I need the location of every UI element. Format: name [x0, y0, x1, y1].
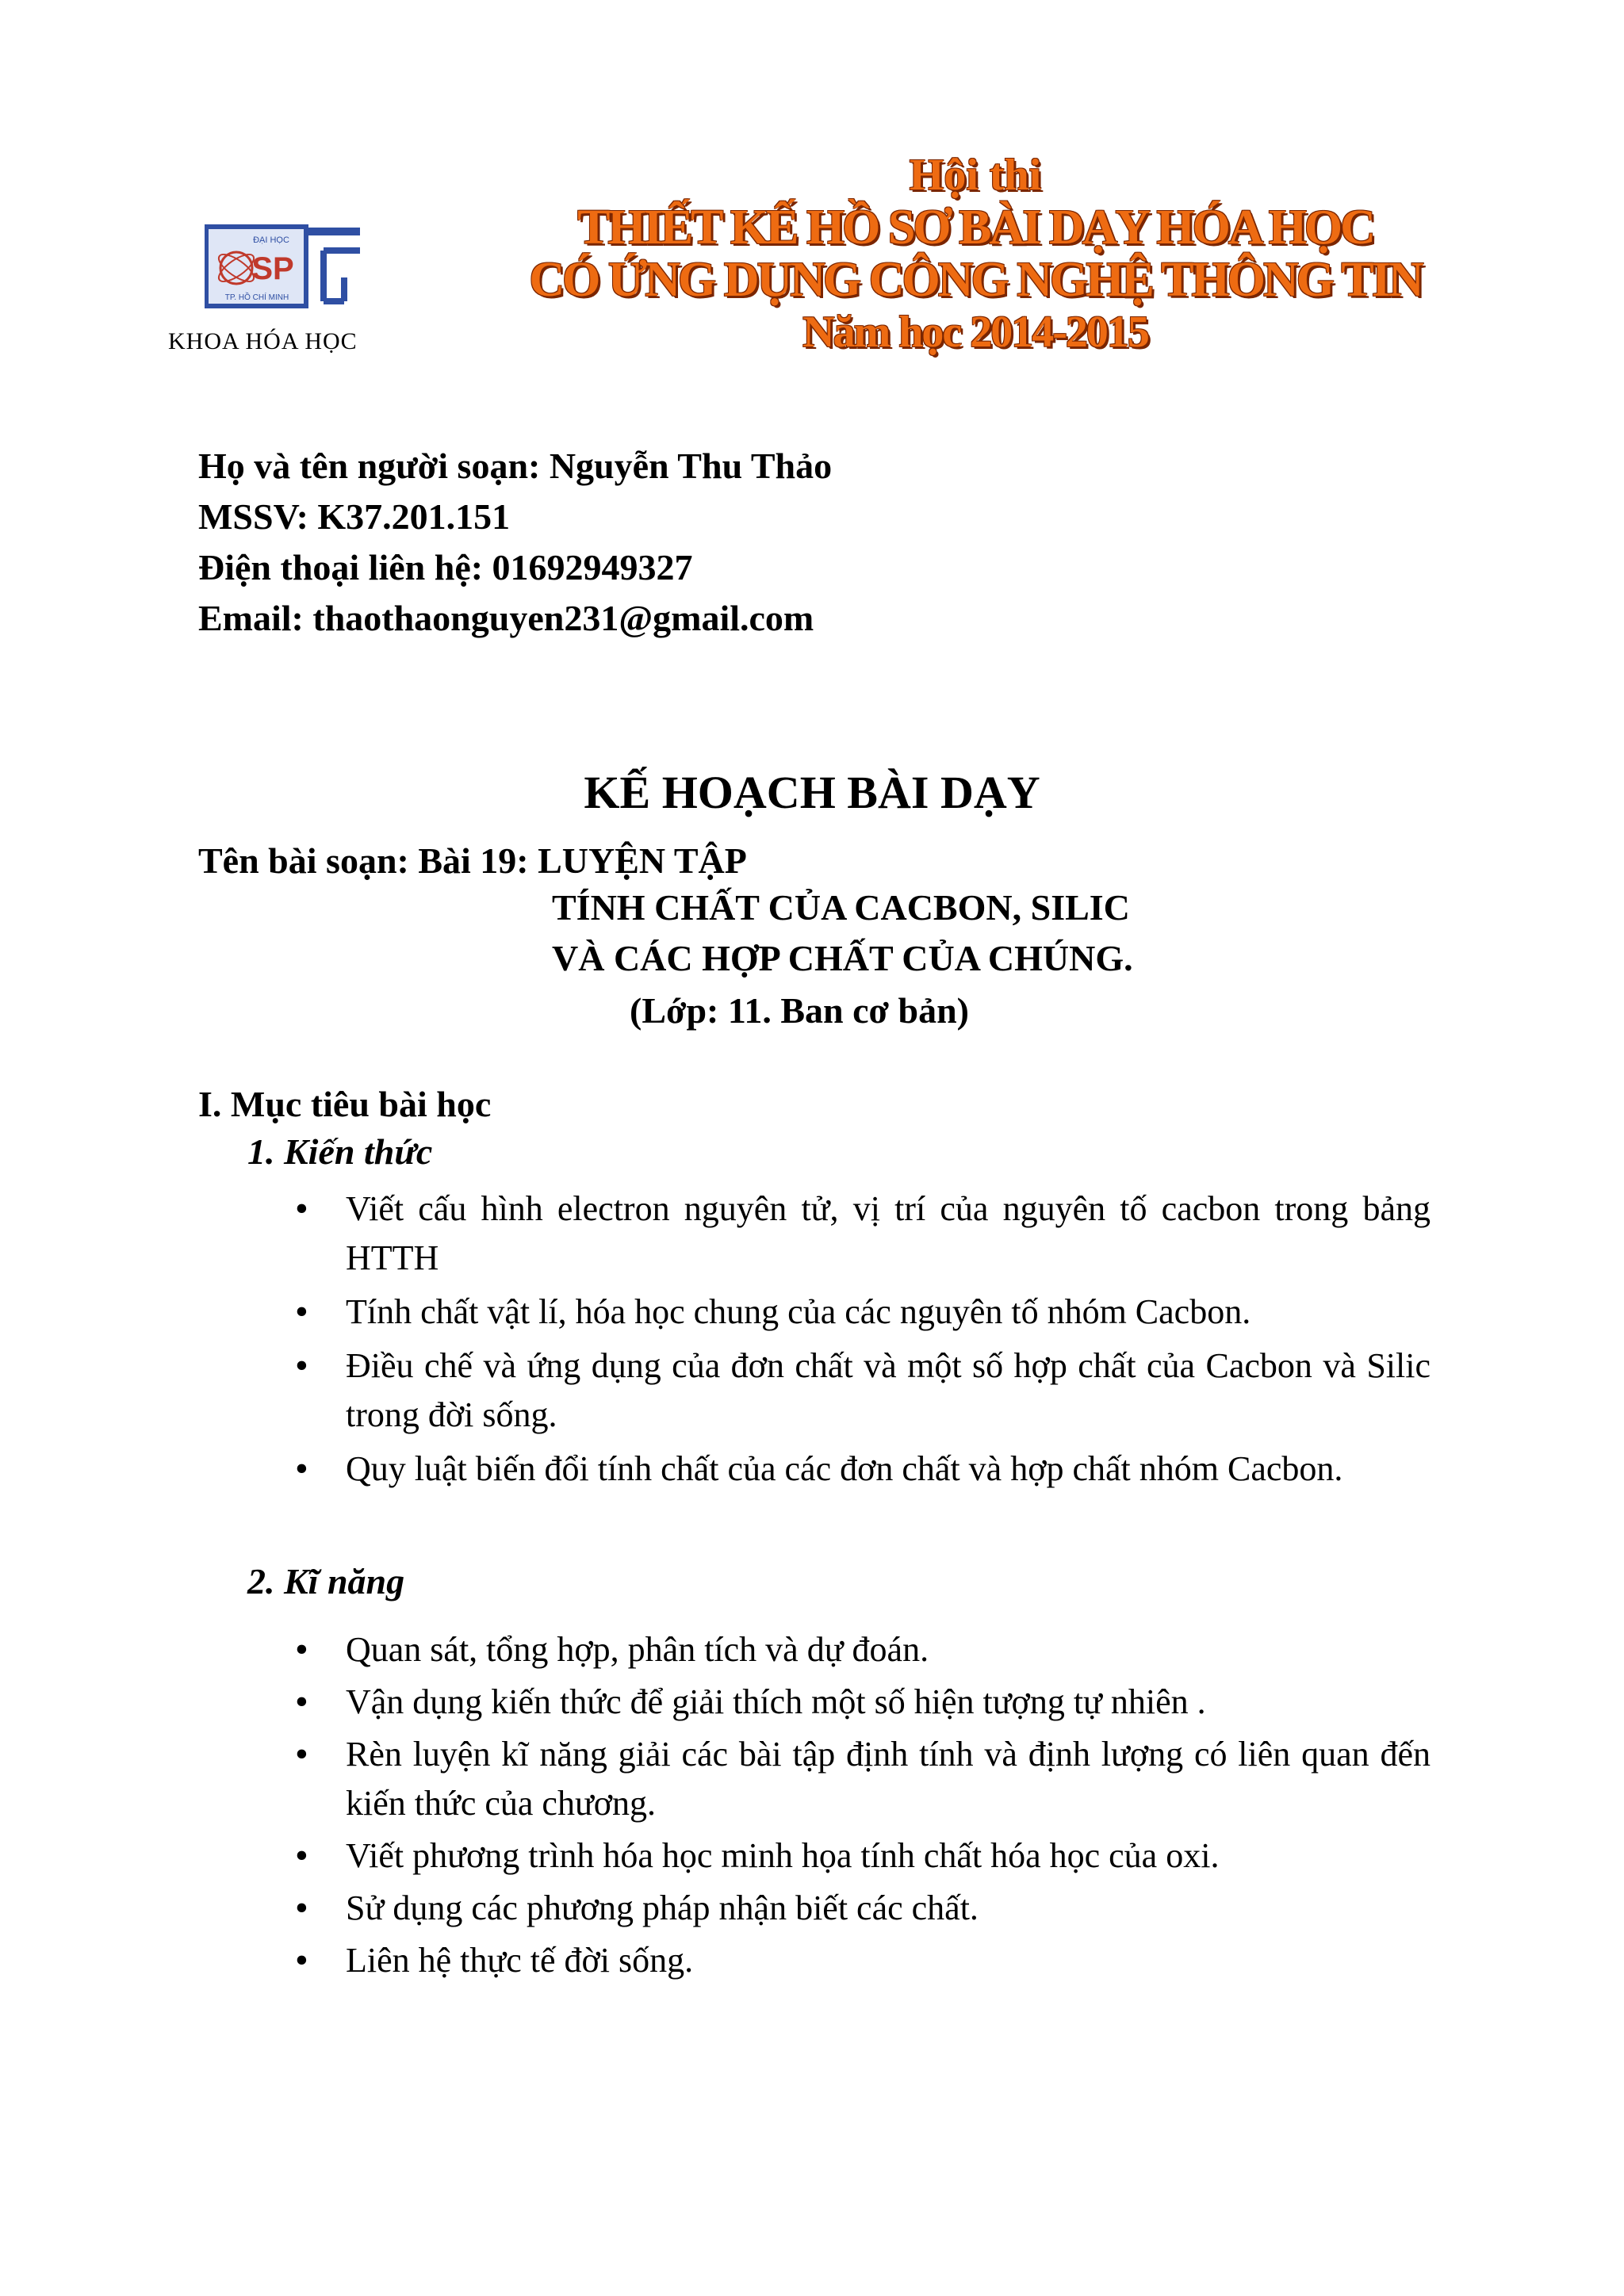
contest-line-4: Năm học 2014-2015	[802, 308, 1148, 357]
section-heading: I. Mục tiêu bài học	[198, 1084, 492, 1124]
phone: Điện thoại liên hệ: 01692949327	[198, 547, 693, 587]
lesson-title-line-2: TÍNH CHẤT CỦA CACBON, SILIC	[552, 887, 1130, 928]
list-item: • Sử dụng các phương pháp nhận biết các chất.	[295, 1884, 1431, 1933]
list-item: • Vận dụng kiến thức để giải thích một số hiện tượng tự nhiên .	[295, 1678, 1431, 1727]
knowledge-list	[295, 1184, 1431, 1494]
department-name: KHOA HÓA HỌC	[168, 328, 358, 354]
university-logo	[205, 222, 363, 314]
lesson-class: (Lớp: 11. Ban cơ bản)	[630, 990, 969, 1031]
list-item: • Quan sát, tổng hợp, phân tích và dự đoán.	[295, 1625, 1431, 1674]
list-item: • Quy luật biến đổi tính chất của các đơn chất và hợp chất nhóm Cacbon.	[295, 1445, 1431, 1494]
list-item: • Viết phương trình hóa học minh họa tính chất hóa học của oxi.	[295, 1831, 1431, 1881]
list-item: • Điều chế và ứng dụng của đơn chất và một số hợp chất của Cacbon và Silic trong đời sống.	[295, 1341, 1431, 1440]
page-title: KẾ HOẠCH BÀI DẠY	[584, 767, 1040, 818]
list-item: • Viết cấu hình electron nguyên tử, vị trí của nguyên tố cacbon trong bảng HTTH	[295, 1184, 1431, 1283]
list-item: • Liên hệ thực tế đời sống.	[295, 1936, 1431, 1985]
email: Email: thaothaonguyen231@gmail.com	[198, 598, 814, 638]
contest-line-3: CÓ ỨNG DỤNG CÔNG NGHỆ THÔNG TIN	[529, 253, 1422, 307]
logo-bottom-text: TP. HỒ CHÍ MINH	[224, 293, 289, 302]
list-item: • Tính chất vật lí, hóa học chung của các nguyên tố nhóm Cacbon.	[295, 1288, 1431, 1337]
list-item: • Rèn luyện kĩ năng giải các bài tập định tính và định lượng có liên quan đến kiến thức của chương.	[295, 1730, 1431, 1828]
author-name: Họ và tên người soạn: Nguyễn Thu Thảo	[198, 446, 833, 486]
subsection-skills: 2. Kĩ năng	[247, 1561, 405, 1601]
student-id: MSSV: K37.201.151	[198, 496, 511, 537]
contest-title	[444, 149, 1507, 358]
contest-line-1: Hội thi	[909, 151, 1042, 200]
subsection-knowledge: 1. Kiến thức	[247, 1131, 433, 1172]
logo-top-text: ĐẠI HỌC	[253, 235, 289, 245]
lesson-title-line-3: VÀ CÁC HỢP CHẤT CỦA CHÚNG.	[552, 938, 1133, 978]
skills-list	[295, 1625, 1431, 1985]
author-info	[198, 441, 832, 644]
logo-main-text: SP	[251, 251, 294, 286]
contest-line-2: THIẾT KẾ HỒ SƠ BÀI DẠY HÓA HỌC	[577, 201, 1373, 254]
lesson-title-line-1: Tên bài soạn: Bài 19: LUYỆN TẬP	[198, 840, 747, 881]
